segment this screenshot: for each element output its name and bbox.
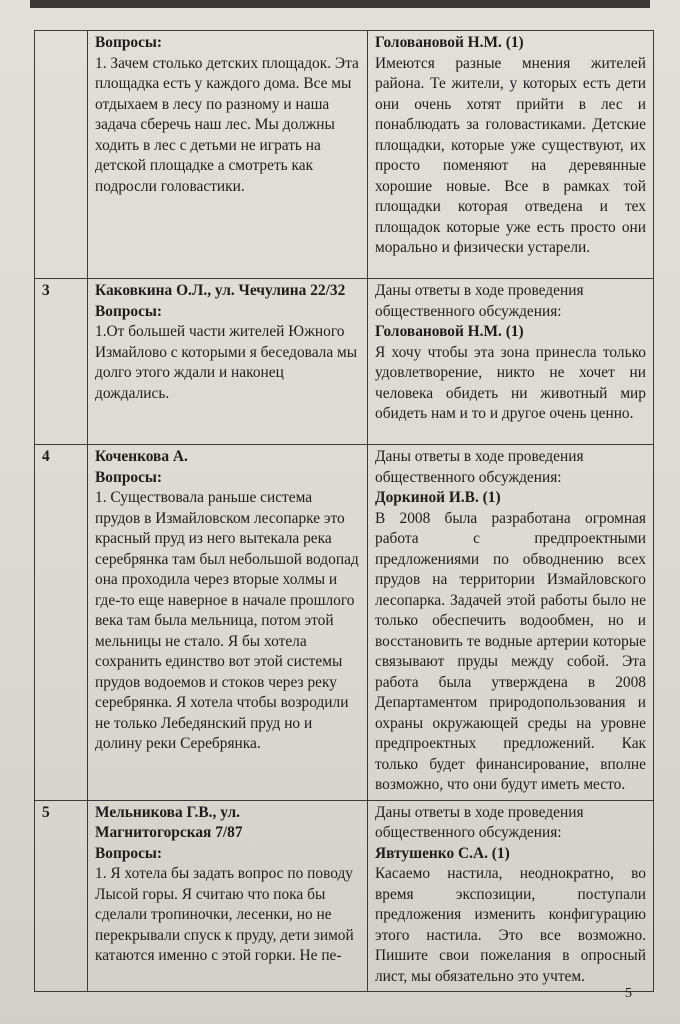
top-edge-bar (30, 0, 650, 8)
questioner-name: Мельникова Г.В., ул. Магнитогорская 7/87 (95, 803, 243, 841)
row-number: 4 (35, 445, 88, 801)
answer-person: Доркиной И.В. (1) (375, 489, 501, 506)
questioner-name: Каковкина О.Л., ул. Чечулина 22/32 (95, 282, 346, 299)
answer-intro: Даны ответы в ходе проведения общественного обсуждения: (375, 448, 584, 486)
questions-label: Вопросы: (95, 844, 163, 862)
row-number: 3 (35, 279, 88, 445)
question-cell (88, 445, 368, 801)
question-cell (88, 800, 368, 992)
answer-person: Головановой Н.М. (1) (375, 34, 524, 51)
answer-person: Явтушенко С.А. (1) (375, 844, 510, 862)
answer-cell (368, 445, 654, 801)
answer-person: Головановой Н.М. (1) (375, 323, 524, 340)
row-number (35, 31, 88, 279)
questions-label: Вопросы: (95, 34, 163, 51)
answer-cell (368, 279, 654, 445)
answer-text: Имеются разные мнения жителей района. Те жители, у которых есть дети они очень хотят прийти в лес и понаблюдать за головастиками. Детские площадки, которые уже существуют, их просто поменяют на деревянные хорошие новые. Все в рамках той площадки которая отведена и тех площадок которые уже есть просто они морально и физически устарели. (375, 54, 646, 256)
questions-label: Вопросы: (95, 302, 163, 320)
table-row (35, 279, 654, 445)
answer-text: Касаемо настила, неоднократно, во время экспозиции, поступали предложения изменить конфигурацию этого настила. Это все возможно. Пишите свои пожелания в опросный лист, мы обязательно это учтем. (375, 865, 646, 985)
question-text: 1. Зачем столько детских площадок. Эта площадка есть у каждого дома. Все мы отдыхаем в лесу по разному и наша задача сберечь наш лес. Мы должны ходить в лес с детьми не играть на детской площадке а смотреть как подросли головастики. (95, 54, 359, 195)
answer-text: В 2008 была разработана огромная работа с предпроектными предложениями по обводнению всех прудов на территории Измайловского лесопарка. Задачей этой работы было не только обеспечить водообмен, но и восстановить те водные артерии которые связывают пруды между собой. Эта работа была утверждена в 2008 Департаментом природопользования и охраны окружающей среды на уровне предпроектных предложений. Как только будет финансирование, вполне возможно, что они будут иметь место. (375, 509, 646, 793)
page-number: 5 (625, 986, 632, 1001)
row-number: 5 (35, 800, 88, 992)
questions-label: Вопросы: (95, 468, 163, 486)
questioner-name: Коченкова А. (95, 448, 188, 465)
question-cell (88, 279, 368, 445)
answer-text: Я хочу чтобы эта зона принесла только удовлетворение, никто не хочет ни человека обидеть ни животный мир обидеть нам и то и другое очень ценно. (375, 343, 646, 422)
question-text: 1. Я хотела бы задать вопрос по поводу Лысой горы. Я считаю что пока бы сделали тропиночки, лесенки, но не перекрывали спуск к пруду, дети зимой катаются именно с этой горки. Не пе- (95, 865, 354, 964)
table-row (35, 445, 654, 801)
answer-intro: Даны ответы в ходе проведения общественного обсуждения: (375, 282, 584, 320)
table-row (35, 800, 654, 992)
answer-cell (368, 800, 654, 992)
question-text: 1. Существовала раньше система прудов в Измайловском лесопарке это красный пруд из него вытекала река серебрянка там был небольшой водопад она проходила через вторые холмы и где-то еще наверное в начале прошлого века там была мельница, потом этой мельницы не стало. Я бы хотела сохранить единство вот этой системы прудов водоемов и стоков через реку серебрянка. Я хотела чтобы возродили не только Лебедянский пруд но и долину реки Серебрянка. (95, 489, 359, 752)
question-text: 1.От большей части жителей Южного Измайлово с которыми я беседовала мы долго этого ждали и наконец дождались. (95, 323, 358, 402)
answer-cell (368, 31, 654, 279)
responses-table (34, 30, 654, 992)
answer-intro: Даны ответы в ходе проведения общественного обсуждения: (375, 803, 584, 841)
table-row (35, 31, 654, 279)
question-cell (88, 31, 368, 279)
